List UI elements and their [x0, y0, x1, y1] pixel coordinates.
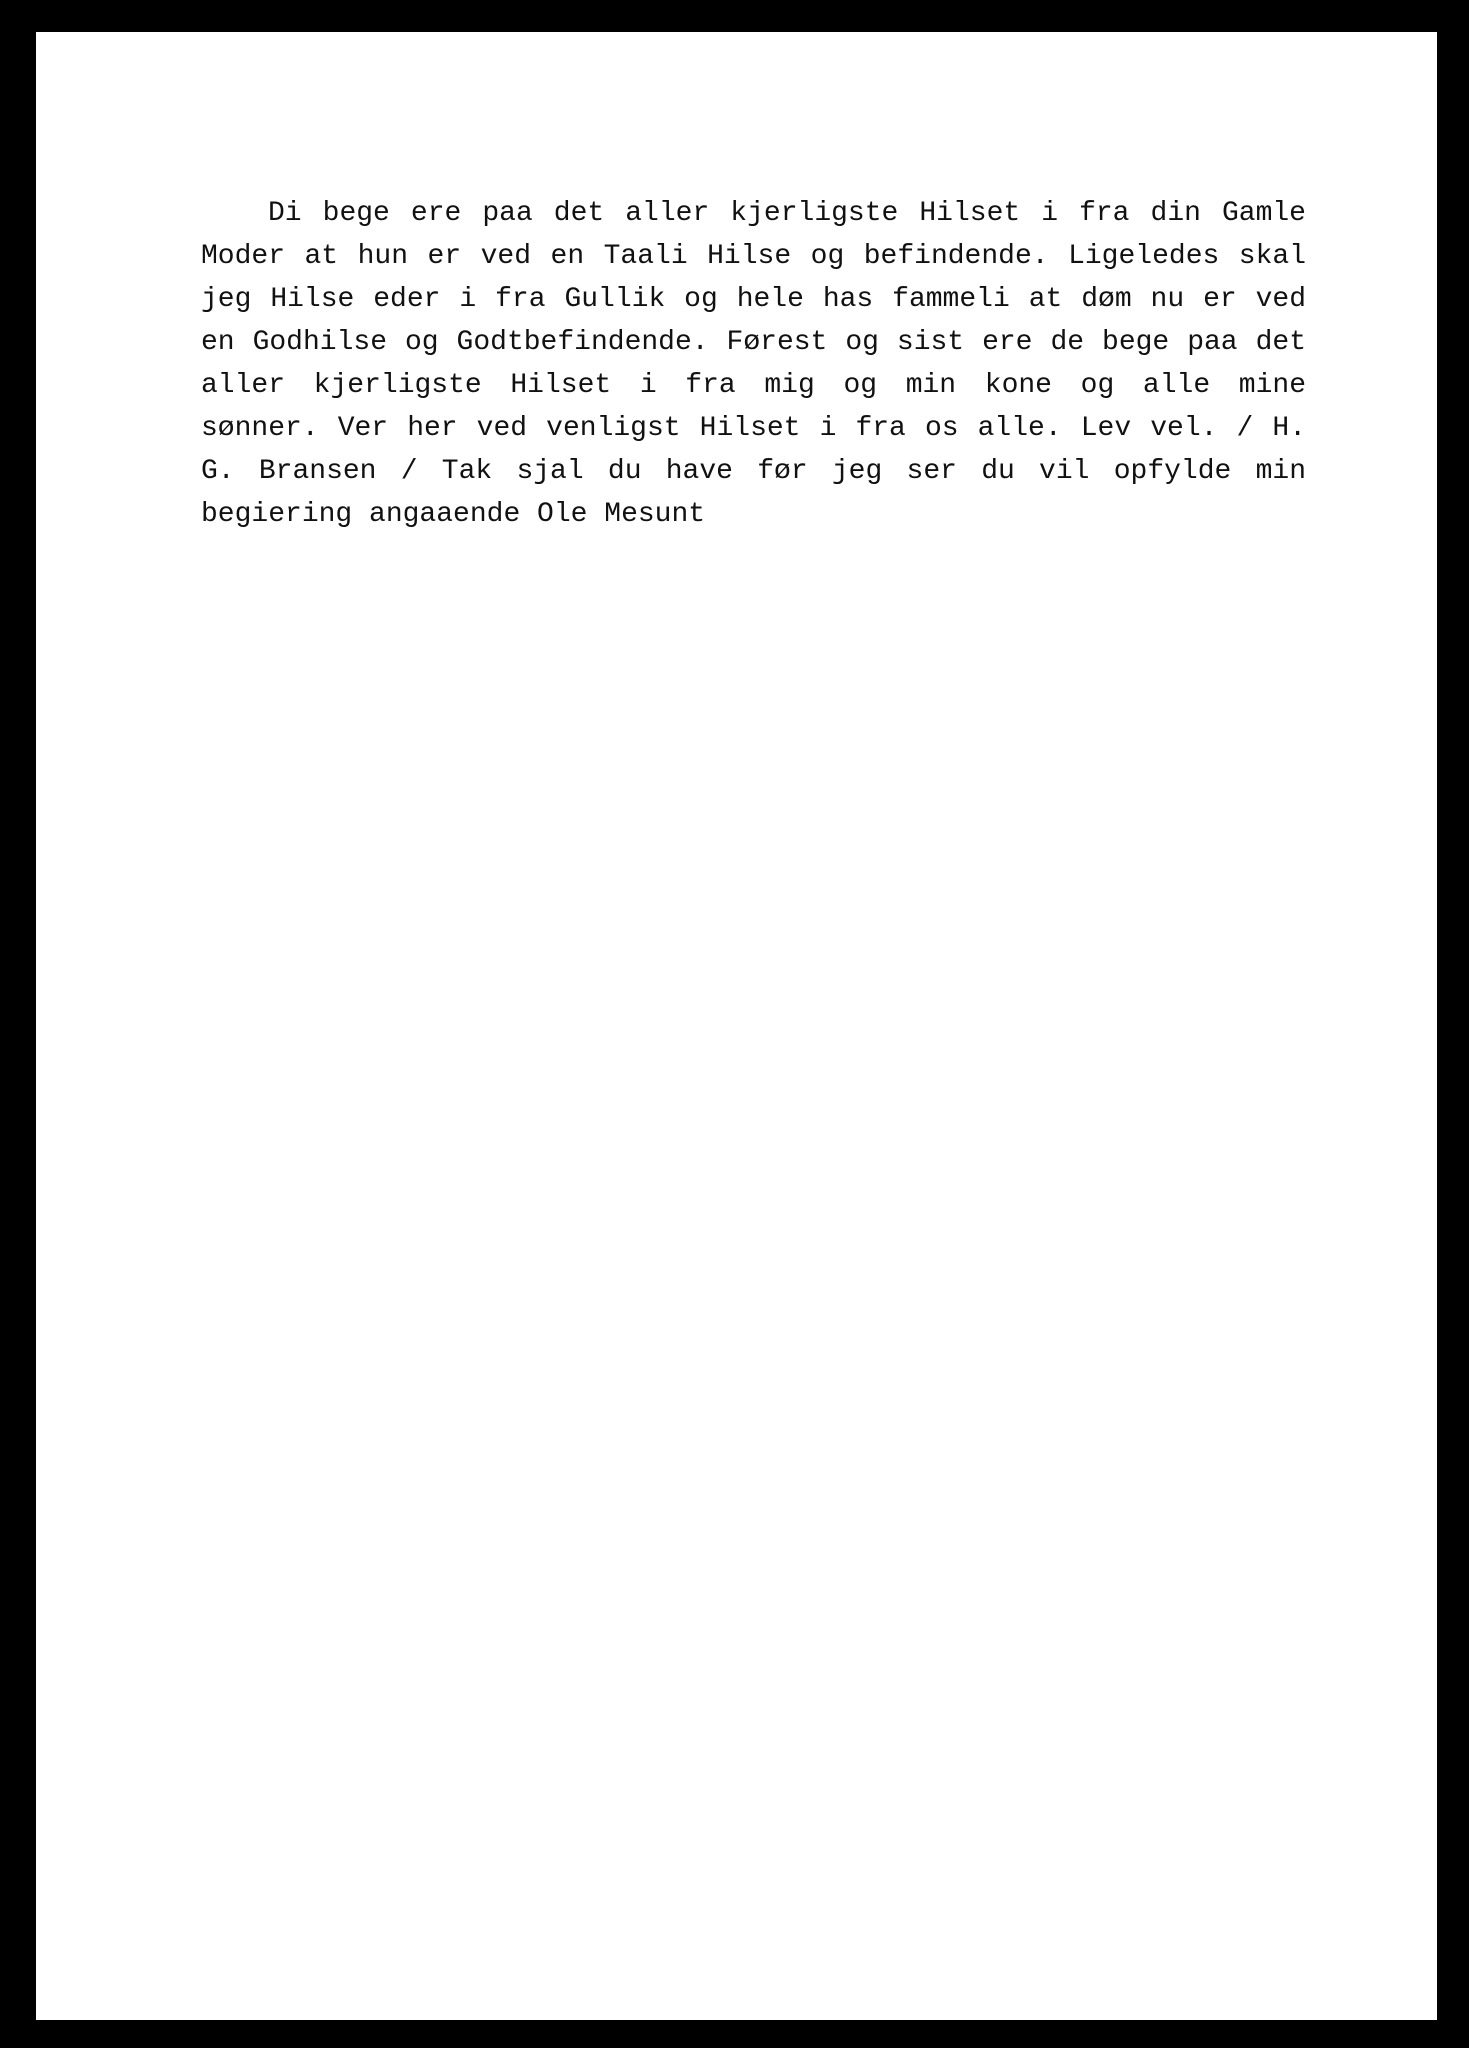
text-line-4: en Godhilse og Godtbefindende. Førest og sist ere de bege paa det — [201, 327, 1306, 358]
text-line-6: sønner. Ver her ved venligst Hilset i fra os alle. Lev vel. / H. — [201, 413, 1306, 444]
text-line-5: aller kjerligste Hilset i fra mig og min kone og alle mine — [201, 370, 1306, 401]
letter-transcription — [201, 192, 1306, 536]
text-line-8: begiering angaaende Ole Mesunt — [201, 499, 706, 530]
text-line-7: G. Bransen / Tak sjal du have før jeg ser du vil opfylde min — [201, 456, 1306, 487]
text-line-2: Moder at hun er ved en Taali Hilse og befindende. Ligeledes skal — [201, 241, 1306, 272]
text-line-3: jeg Hilse eder i fra Gullik og hele has fammeli at døm nu er ved — [201, 284, 1306, 315]
text-line-1-content: Di bege ere paa det aller kjerligste Hilset i fra din Gamle — [268, 198, 1306, 229]
paper-sheet — [36, 32, 1437, 2020]
text-line-1 — [201, 192, 1306, 235]
